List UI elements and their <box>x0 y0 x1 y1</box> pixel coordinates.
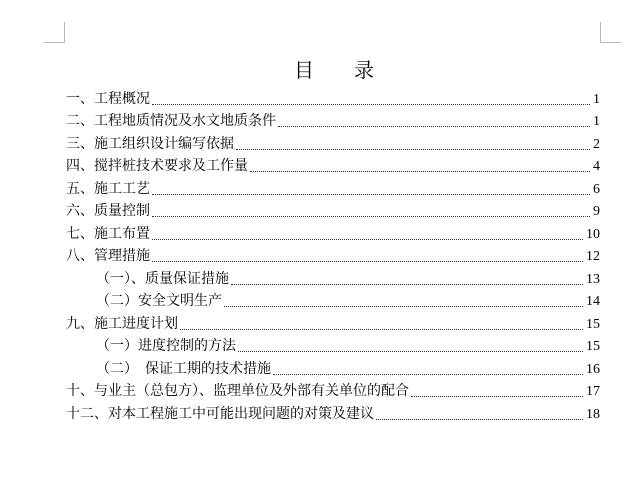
toc-dot-leader <box>224 306 583 307</box>
toc-dot-leader <box>376 419 583 420</box>
toc-entry-page-number: 16 <box>586 361 600 377</box>
toc-entry-label: 九、施工进度计划 <box>66 315 178 332</box>
toc-title: 目 录 <box>294 58 374 82</box>
toc-entry-page-number: 15 <box>586 316 600 332</box>
toc-entry-label: 五、施工工艺 <box>66 180 150 197</box>
toc-dot-leader <box>273 374 583 375</box>
toc-dot-leader <box>152 239 583 240</box>
toc-entry[interactable] <box>66 379 600 402</box>
toc-entry-label: 六、质量控制 <box>66 203 150 219</box>
toc-entry[interactable] <box>66 401 600 424</box>
toc-dot-leader <box>152 261 583 262</box>
toc-dot-leader <box>231 284 583 285</box>
toc-dot-leader <box>250 171 590 172</box>
toc-entry-page-number: 6 <box>593 181 600 197</box>
toc-entry-label: 七、施工布置 <box>66 225 150 242</box>
page-corner-mark-top-right <box>600 22 621 43</box>
toc-entry[interactable] <box>66 199 600 222</box>
toc-entry-label: 八、管理措施 <box>66 248 150 264</box>
toc-entry-page-number: 14 <box>586 294 600 309</box>
toc-dot-leader <box>180 329 583 330</box>
toc-entry-label: 十、与业主（总包方）、监理单位及外部有关单位的配合 <box>66 383 409 399</box>
toc-entry[interactable] <box>66 176 600 199</box>
toc-entry-label: 四、搅拌桩技术要求及工作量 <box>66 158 248 174</box>
toc-dot-leader <box>238 351 583 352</box>
toc-dot-leader <box>236 149 590 150</box>
toc-entry[interactable] <box>66 221 600 244</box>
toc-entry-label: 二、工程地质情况及水文地质条件 <box>66 113 276 129</box>
toc-entry-page-number: 2 <box>593 136 600 152</box>
toc-entry-label: （一）进度控制的方法 <box>96 338 236 354</box>
toc-dot-leader <box>152 216 590 217</box>
page-corner-mark-top-left <box>44 22 65 43</box>
toc-entry-label: 三、施工组织设计编写依据 <box>66 135 234 152</box>
toc-entry[interactable] <box>66 86 600 109</box>
toc-entry-page-number: 13 <box>586 271 600 287</box>
toc-entry-page-number: 12 <box>586 249 600 264</box>
toc-entry-label: 一、工程概况 <box>66 90 150 107</box>
toc-dot-leader <box>278 126 590 127</box>
table-of-contents <box>66 86 600 424</box>
toc-entry-label: （二）安全文明生产 <box>96 293 222 309</box>
toc-entry[interactable] <box>66 154 600 177</box>
toc-entry[interactable] <box>66 289 600 312</box>
toc-dot-leader <box>152 104 590 105</box>
toc-entry[interactable] <box>66 244 600 267</box>
toc-entry-label: （一）、质量保证措施 <box>96 270 229 287</box>
toc-entry[interactable] <box>66 266 600 289</box>
toc-entry-page-number: 18 <box>586 406 600 422</box>
toc-entry-page-number: 17 <box>586 384 600 399</box>
toc-entry-page-number: 4 <box>593 159 600 174</box>
toc-entry[interactable] <box>66 109 600 132</box>
toc-dot-leader <box>152 194 590 195</box>
toc-entry-label: （二） 保证工期的技术措施 <box>96 360 271 377</box>
toc-entry[interactable] <box>66 356 600 379</box>
toc-dot-leader <box>411 396 583 397</box>
toc-entry[interactable] <box>66 334 600 357</box>
toc-entry[interactable] <box>66 311 600 334</box>
toc-entry-page-number: 10 <box>586 226 600 242</box>
toc-entry-page-number: 9 <box>593 204 600 219</box>
toc-entry-page-number: 15 <box>586 339 600 354</box>
toc-entry-page-number: 1 <box>593 114 600 129</box>
toc-entry-label: 十二、对本工程施工中可能出现问题的对策及建议 <box>66 405 374 422</box>
toc-entry[interactable] <box>66 131 600 154</box>
toc-entry-page-number: 1 <box>593 91 600 107</box>
